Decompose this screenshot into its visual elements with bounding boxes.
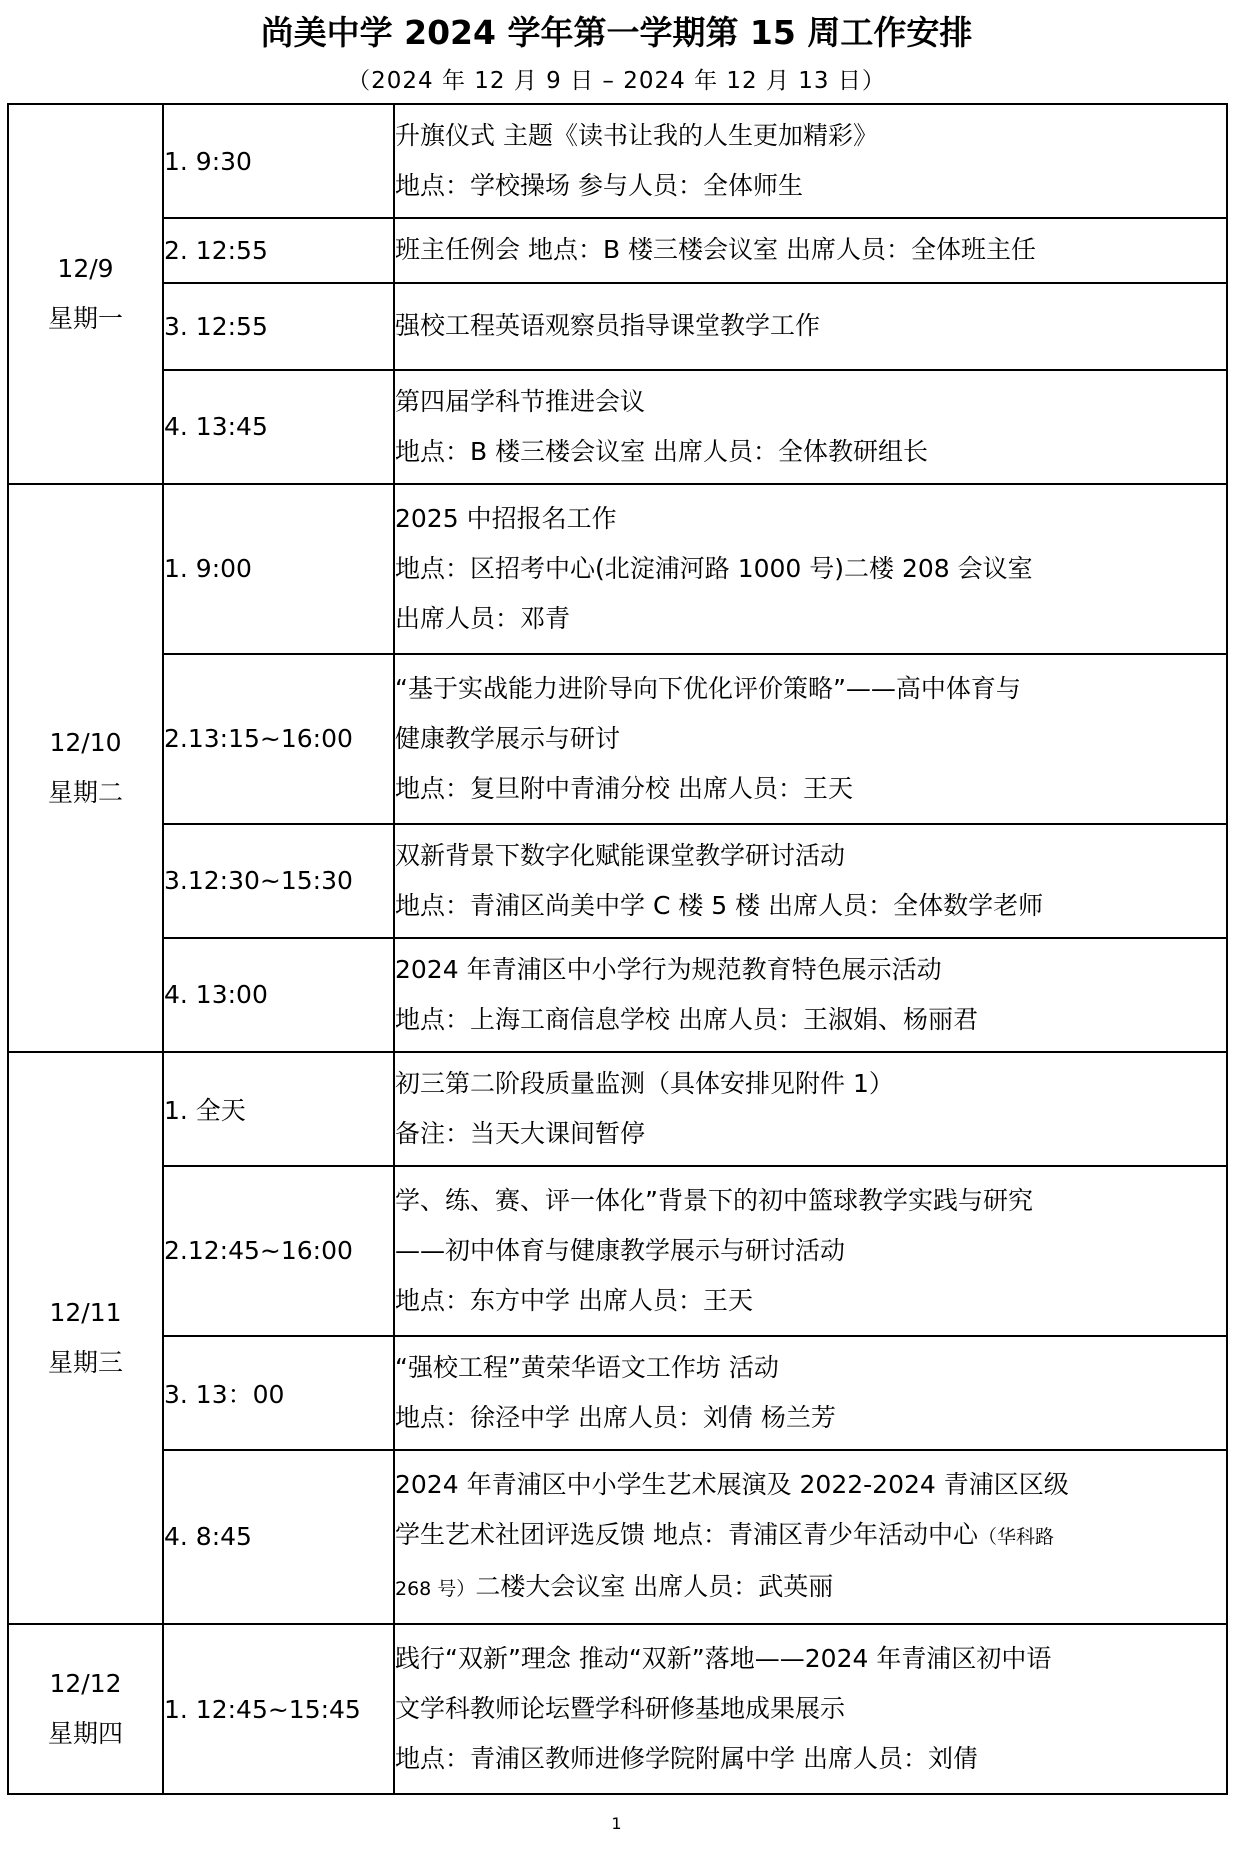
time-cell: 2. 12:55 [163,218,394,283]
detail-cell [394,654,1227,824]
table-row [8,104,1227,218]
detail-line: 学、练、赛、评一体化”背景下的初中篮球教学实践与研究 [395,1185,1033,1215]
detail-line: 升旗仪式 主题《读书让我的人生更加精彩》 [395,121,878,150]
day-weekday: 星期三 [47,1347,123,1377]
detail-cell [394,104,1227,218]
day-date: 12/9 [57,253,114,283]
detail-cell [394,370,1227,484]
detail-line: 践行“双新”理念 推动“双新”落地——2024 年青浦区初中语 [395,1644,1052,1673]
day-date: 12/10 [49,727,122,757]
detail-line: 地点：复旦附中青浦分校 出席人员：王天 [395,773,853,803]
detail-cell [394,1450,1227,1624]
time-cell: 3. 13：00 [163,1336,394,1450]
detail-line: 第四届学科节推进会议 [395,386,646,416]
detail-line: 初三第二阶段质量监测（具体安排见附件 1） [395,1068,894,1098]
time-cell: 2.12:45~16:00 [163,1166,394,1336]
detail-line: 地点：上海工商信息学校 出席人员：王淑娟、杨丽君 [395,1004,978,1034]
detail-line: 备注：当天大课间暂停 [395,1118,646,1148]
detail-line: 地点：B 楼三楼会议室 出席人员：全体教研组长 [395,436,929,466]
detail-line: 地点：学校操场 参与人员：全体师生 [395,171,803,200]
detail-text: 学生艺术社团评选反馈 地点：青浦区青少年活动中心 [395,1519,978,1549]
detail-line: 双新背景下数字化赋能课堂教学研讨活动 [395,840,846,870]
page-title: 尚美中学 2024 学年第一学期第 15 周工作安排 [260,13,973,52]
time-cell: 2.13:15~16:00 [163,654,394,824]
time-cell: 1. 9:30 [163,104,394,218]
detail-cell [394,938,1227,1052]
day-date: 12/11 [49,1297,122,1327]
time-cell: 3. 12:55 [163,283,394,370]
schedule-table [7,103,1228,1795]
table-row [8,218,1227,283]
detail-cell [394,484,1227,654]
detail-line: 强校工程英语观察员指导课堂教学工作 [395,311,821,341]
detail-line: 地点：青浦区尚美中学 C 楼 5 楼 出席人员：全体数学老师 [395,890,1044,920]
day-date: 12/12 [49,1669,122,1698]
address-note: 268 号） [395,1577,476,1600]
table-row [8,1450,1227,1624]
page-number: 1 [611,1814,622,1833]
detail-line: 2024 年青浦区中小学生艺术展演及 2022-2024 青浦区区级 [395,1469,1069,1499]
address-note: （华科路 [977,1525,1054,1548]
detail-line [395,1562,1226,1614]
detail-cell [394,283,1227,370]
detail-line: 出席人员：邓青 [395,603,571,633]
day-cell [8,104,163,484]
detail-line: 文学科教师论坛暨学科研修基地成果展示 [395,1694,846,1723]
day-cell [8,1624,163,1794]
table-row [8,370,1227,484]
time-cell: 3.12:30~15:30 [163,824,394,938]
detail-line: “基于实战能力进阶导向下优化评价策略”——高中体育与 [395,673,1021,703]
detail-cell [394,824,1227,938]
table-row [8,654,1227,824]
day-cell [8,484,163,1052]
detail-line: ——初中体育与健康教学展示与研讨活动 [395,1235,846,1265]
time-cell: 1. 全天 [163,1052,394,1166]
detail-line: 健康教学展示与研讨 [395,723,621,753]
time-cell: 4. 8:45 [163,1450,394,1624]
table-row [8,824,1227,938]
detail-line: 地点：青浦区教师进修学院附属中学 出席人员：刘倩 [395,1744,978,1773]
detail-line: 2024 年青浦区中小学行为规范教育特色展示活动 [395,954,942,984]
detail-cell [394,1052,1227,1166]
time-cell: 1. 9:00 [163,484,394,654]
detail-cell [394,1624,1227,1794]
date-range: （2024 年 12 月 9 日 – 2024 年 12 月 13 日） [347,68,886,94]
detail-line: 地点：区招考中心(北淀浦河路 1000 号)二楼 208 会议室 [395,553,1033,583]
detail-line: “强校工程”黄荣华语文工作坊 活动 [395,1352,779,1382]
detail-line: 地点：东方中学 出席人员：王天 [395,1285,753,1315]
detail-line [395,1510,1226,1562]
day-weekday: 星期二 [47,777,123,807]
detail-text: 二楼大会议室 出席人员：武英丽 [475,1571,834,1601]
time-cell: 1. 12:45~15:45 [163,1624,394,1794]
time-cell: 4. 13:45 [163,370,394,484]
detail-cell [394,218,1227,283]
table-row [8,484,1227,654]
detail-cell [394,1166,1227,1336]
detail-cell [394,1336,1227,1450]
time-cell: 4. 13:00 [163,938,394,1052]
detail-line: 地点：徐泾中学 出席人员：刘倩 杨兰芳 [395,1402,836,1432]
detail-line: 2025 中招报名工作 [395,503,617,533]
table-row [8,1052,1227,1166]
table-row [8,1624,1227,1794]
detail-line: 班主任例会 地点：B 楼三楼会议室 出席人员：全体班主任 [395,235,1036,265]
day-weekday: 星期一 [47,303,123,333]
table-row [8,283,1227,370]
table-row [8,1336,1227,1450]
day-cell [8,1052,163,1624]
table-row [8,1166,1227,1336]
day-weekday: 星期四 [47,1719,123,1748]
table-row [8,938,1227,1052]
